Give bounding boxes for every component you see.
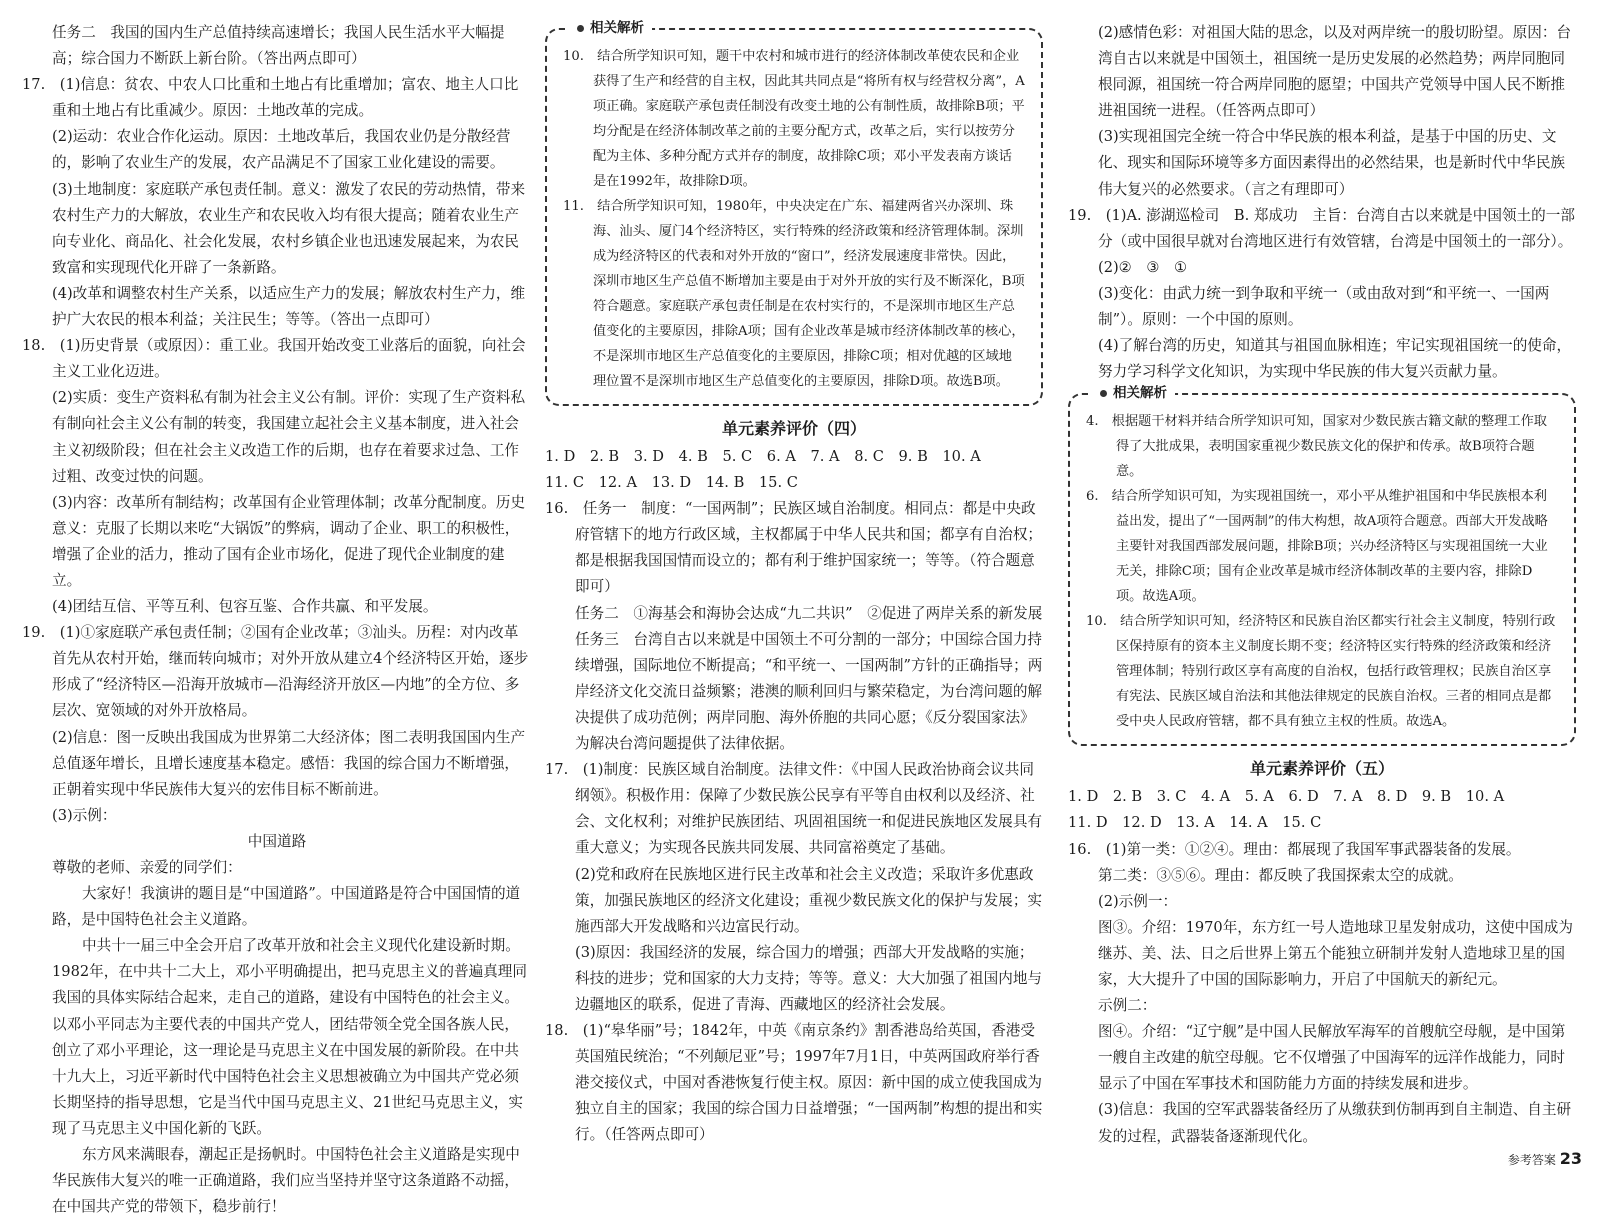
paragraph: 示例二： (1098, 997, 1157, 1015)
paragraph: (2)党和政府在民族地区进行民主改革和社会主义改造；采取许多优惠政策，加强民族地区的经济文化建设；重视少数民族文化的保护与发展；实施西部大开发战略和兴边富民行动。 (575, 865, 1043, 935)
paragraph: (2)实质：变生产资料私有制为社会主义公有制。评价：实现了生产资料私有制向社会主义公有制的转变，我国建立起社会主义基本制度，进入社会主义初级阶段；但在社会主义改造工作的后期，也存在着要求过急、工作过粗、改变过快的问题。 (52, 389, 526, 485)
paragraph: (3)内容：改革所有制结构；改革国有企业管理体制；改革分配制度。历史意义：克服了长期以来吃“大锅饭”的弊病，调动了企业、职工的积极性，增强了企业的活力，推动了国有企业市场化，促进了现代企业制度的建立。 (52, 493, 526, 589)
paragraph: 1. D 2. B 3. C 4. A 5. A 6. D 7. A 8. D 9. B 10. A (1068, 788, 1505, 806)
column-middle (545, 20, 1043, 1149)
analysis-tag: 相关解析 (569, 18, 652, 38)
paragraph: 大家好！我演讲的题目是“中国道路”。中国道路是符合中国国情的道路，是中国特色社会主义道路。 (52, 885, 521, 929)
paragraph: (2)示例一： (1098, 892, 1178, 910)
paragraph: 第二类：③⑤⑥。理由：都反映了我国探索太空的成就。 (1098, 866, 1463, 884)
page-footer (1508, 1149, 1582, 1168)
paragraph: 中共十一届三中全会开启了改革开放和社会主义现代化建设新时期。1982年，在中共十二大上，邓小平明确提出，把马克思主义的普遍真理同我国的具体实际结合起来，走自己的道路，建设有中国特色的社会主义。以邓小平同志为主要代表的中国共产党人，团结带领全党全国各族人民，创立了邓小平理论，这一理论是马克思主义在中国发展的新阶段。在中共十九大上，习近平新时代中国特色社会主义思想被确立为中国共产党必须长期坚持的指导思想，它是当代中国马克思主义、21世纪马克思主义，实现了马克思主义中国化新的飞跃。 (52, 937, 527, 1137)
paragraph: 任务二 ①海基会和海协会达成“九二共识” ②促进了两岸关系的新发展 (575, 604, 1043, 622)
paragraph: (3)示例： (52, 806, 117, 824)
paragraph: 1. D 2. B 3. D 4. B 5. C 6. A 7. A 8. C 9. B 10. A (545, 448, 981, 465)
paragraph: 中国道路 (247, 832, 307, 850)
paragraph: (2)运动：农业合作化运动。原因：土地改革后，我国农业仍是分散经营的，影响了农业生产的发展，农产品满足不了国家工业化建设的需要。 (52, 128, 511, 172)
paragraph: 任务三 台湾自古以来就是中国领土不可分割的一部分；中国综合国力持续增强，国际地位不断提高；“和平统一、一国两制”方针的正确指导；两岸经济文化交流日益频繁；港澳的顺利回归与繁荣稳定，为台湾问题的解决提供了成功范例；两岸同胞、海外侨胞的共同心愿；《反分裂国家法》为解决台湾问题提供了法律依据。 (575, 630, 1043, 753)
paragraph: 16. (1)第一类：①②④。理由：都展现了我国军事武器装备的发展。 (1068, 840, 1521, 858)
paragraph: 18. (1)“皋华丽”号；1842年，中英《南京条约》割香港岛给英国，香港受英国殖民统治；“不列颠尼亚”号；1997年7月1日，中英两国政府举行香港交接仪式，中国对香港恢复行使主权。原因：新中国的成立使我国成为独立自主的国家；我国的综合国力日益增强；“一国两制”构想的提出和实行。（任答两点即可） (545, 1022, 1043, 1144)
analysis-box (1068, 385, 1576, 746)
paragraph: (3)实现祖国完全统一符合中华民族的根本利益，是基于中国的历史、文化、现实和国际环境等多方面因素得出的必然结果，也是新时代中华民族伟大复兴的必然要求。（言之有理即可） (1098, 128, 1566, 198)
analysis-item: 10. 结合所学知识可知，经济特区和民族自治区都实行社会主义制度，特别行政区保持原有的资本主义制度长期不变；经济特区实行特殊的经济政策和经济管理体制；特别行政区享有高度的自治权，包括行政管理权；民族自治区享有宪法、民族区域自治法和其他法律规定的民族自治权。三者的相同点是都受中央人民政府管辖，都不具有独立主权的性质。故选A。 (1086, 614, 1556, 730)
paragraph: 尊敬的老师、亲爱的同学们： (52, 859, 242, 876)
paragraph: (4)团结互信、平等互利、包容互鉴、合作共赢、和平发展。 (52, 598, 438, 616)
paragraph: 图④。介绍：“辽宁舰”是中国人民解放军海军的首艘航空母舰，是中国第一艘自主改建的航空母舰。它不仅增强了中国海军的远洋作战能力，同时显示了中国在军事技术和国防能力方面的持续发展和进步。 (1098, 1023, 1566, 1093)
paragraph: 18. (1)历史背景（或原因）：重工业。我国开始改变工业落后的面貌，向社会主义工业化迈进。 (22, 337, 526, 381)
paragraph: (3)土地制度：家庭联产承包责任制。意义：激发了农民的劳动热情，带来农村生产力的大解放，农业生产和农民收入均有很大提高；随着农业生产向专业化、商品化、社会化发展，农村乡镇企业也迅速发展起来，为农民致富和实现现代化开辟了一条新路。 (52, 180, 526, 276)
analysis-tag: 相关解析 (1092, 383, 1175, 403)
page-number: 23 (1559, 1149, 1582, 1168)
analysis-box (545, 20, 1043, 406)
paragraph: 17. (1)信息：贫农、中农人口比重和土地占有比重增加；富农、地主人口比重和土地占有比重减少。原因：土地改革的完成。 (22, 76, 519, 120)
analysis-item: 10. 结合所学知识可知，题干中农村和城市进行的经济体制改革使农民和企业获得了生产和经营的自主权，因此其共同点是“将所有权与经营权分离”，A项正确。家庭联产承包责任制没有改变土地的公有制性质，故排除B项；平均分配是在经济体制改革之前的主要分配方式，改革之后，实行以按劳分配为主体、多种分配方式并存的制度，故排除C项；邓小平发表南方谈话是在1992年，故排除D项。 (563, 49, 1025, 189)
paragraph: (3)原因：我国经济的发展，综合国力的增强；西部大开发战略的实施；科技的进步；党和国家的大力支持；等等。意义：大大加强了祖国内地与边疆地区的联系，促进了青海、西藏地区的经济社会发展。 (575, 943, 1043, 1013)
paragraph: (2)感情色彩：对祖国大陆的思念，以及对两岸统一的殷切盼望。原因：台湾自古以来就是中国领土，祖国统一是历史发展的必然趋势；两岸同胞同根同源，祖国统一符合两岸同胞的愿望；中国共产党领导中国人民不断推进祖国统一进程。（任答两点即可） (1098, 24, 1572, 120)
unit-5-title: 单元素养评价（五） (1249, 759, 1394, 779)
paragraph: 任务二 我国的国内生产总值持续高速增长；我国人民生活水平大幅提高；综合国力不断跃上新台阶。（答出两点即可） (52, 24, 505, 68)
paragraph: 19. (1)①家庭联产承包责任制；②国有企业改革；③汕头。历程：对内改革首先从农村开始，继而转向城市；对外开放从建立4个经济特区开始，逐步形成了“经济特区—沿海开放城市—沿海经济开放区—内地”的全方位、多层次、宽领域的对外开放格局。 (22, 624, 529, 720)
paragraph: (2)信息：图一反映出我国成为世界第二大经济体；图二表明我国国内生产总值逐年增长，且增长速度基本稳定。感悟：我国的综合国力不断增强，正朝着实现中华民族伟大复兴的宏伟目标不断前进。 (52, 728, 526, 798)
paragraph: 17. (1)制度：民族区域自治制度。法律文件：《中国人民政治协商会议共同纲领》。积极作用：保障了少数民族公民享有平等自由权利以及经济、社会、文化权利；对维护民族团结、巩固祖国统一和促进民族地区发展具有重大意义；为实现各民族共同发展、共同富裕奠定了基础。 (545, 761, 1043, 857)
paragraph: 11. C 12. A 13. D 14. B 15. C (545, 474, 798, 492)
analysis-item: 4. 根据题干材料并结合所学知识可知，国家对少数民族古籍文献的整理工作取得了大批成果，表明国家重视少数民族文化的保护和传承。故B项符合题意。 (1086, 414, 1547, 480)
paragraph: 19. (1)A. 澎湖巡检司 B. 郑成功 主旨：台湾自古以来就是中国领土的一部分（或中国很早就对台湾地区进行有效管辖，台湾是中国领土的一部分）。 (1068, 206, 1575, 250)
paragraph: 东方风来满眼春，潮起正是扬帆时。中国特色社会主义道路是实现中华民族伟大复兴的唯一正确道路，我们应当坚持并坚守这条道路不动摇，在中国共产党的带领下，稳步前行！ (52, 1146, 520, 1216)
paragraph: 11. D 12. D 13. A 14. A 15. C (1068, 814, 1322, 832)
unit-4-title: 单元素养评价（四） (721, 419, 866, 438)
paragraph: 16. 任务一 制度：“一国两制”；民族区域自治制度。相同点：都是中央政府管辖下的地方行政区域，主权都属于中华人民共和国；都享有自治权；都是根据我国国情而设立的；都有利于维护国家统一；等等。（符合题意即可） (545, 500, 1043, 596)
paragraph: (3)信息：我国的空军武器装备经历了从缴获到仿制再到自主制造、自主研发的过程，武器装备逐渐现代化。 (1098, 1101, 1572, 1145)
column-left (22, 20, 532, 1220)
paragraph: (2)② ③ ① (1098, 258, 1188, 276)
column-right (1068, 20, 1576, 1150)
analysis-item: 6. 结合所学知识可知，为实现祖国统一，邓小平从维护祖国和中华民族根本利益出发，提出了“一国两制”的伟大构想，故A项符合题意。西部大开发战略主要针对我国西部发展问题，排除B项；兴办经济特区与实现祖国统一大业无关，排除C项；国有企业改革是城市经济体制改革的主要内容，排除D项。故选A项。 (1086, 489, 1548, 605)
paragraph: 图③。介绍：1970年，东方红一号人造地球卫星发射成功，这使中国成为继苏、美、法、日之后世界上第五个能独立研制并发射人造地球卫星的国家，大大提升了中国的国际影响力，开启了中国航天的新纪元。 (1098, 918, 1573, 988)
paragraph: (4)了解台湾的历史，知道其与祖国血脉相连；牢记实现祖国统一的使命，努力学习科学文化知识，为实现中华民族的伟大复兴贡献力量。 (1098, 337, 1572, 381)
paragraph: (3)变化：由武力统一到争取和平统一（或由敌对到“和平统一、一国两制”）。原则：一个中国的原则。 (1098, 284, 1550, 329)
analysis-item: 11. 结合所学知识可知，1980年，中央决定在广东、福建两省兴办深圳、珠海、汕头、厦门4个经济特区，实行特殊的经济政策和经济管理体制。深圳成为经济特区的代表和对外开放的“窗口”，经济发展速度非常快。因此，深圳市地区生产总值不断增加主要是由于对外开放的实行及不断深化，B项符合题意。家庭联产承包责任制是在农村实行的，不是深圳市地区生产总值变化的主要原因，排除A项；国有企业改革是城市经济体制改革的核心，不是深圳市地区生产总值变化的主要原因，排除C项；相对优越的区域地理位置不是深圳市地区生产总值变化的主要原因，排除D项。故选B项。 (563, 199, 1025, 389)
footer-label: 参考答案 (1507, 1153, 1556, 1167)
paragraph: (4)改革和调整农村生产关系，以适应生产力的发展；解放农村生产力，维护广大农民的根本利益；关注民生；等等。（答出一点即可） (52, 284, 526, 329)
